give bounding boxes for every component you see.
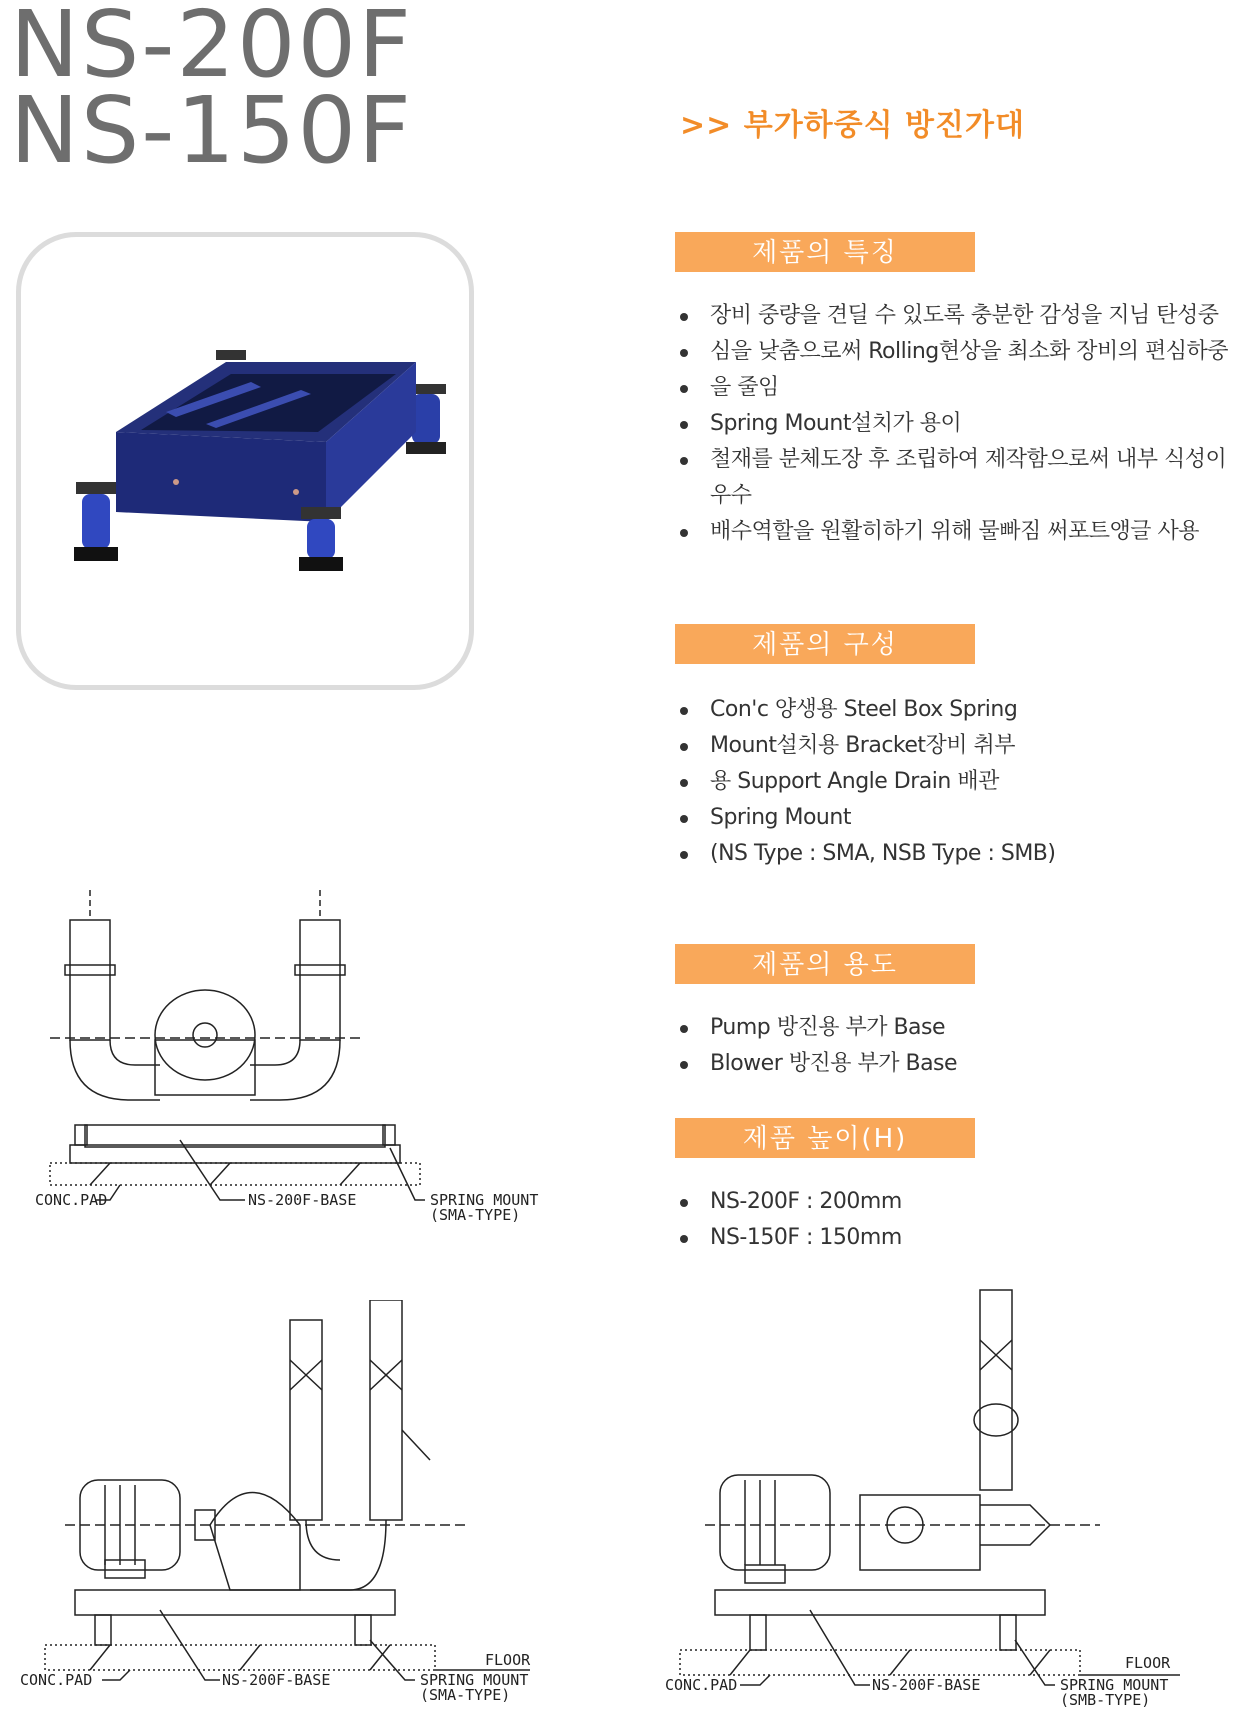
label-spring-type: (SMA-TYPE) bbox=[420, 1686, 511, 1704]
label-conc-pad: CONC.PAD bbox=[20, 1671, 93, 1689]
drawing-pump-base-sma bbox=[30, 890, 550, 1244]
product-photo bbox=[56, 332, 456, 572]
list-item: Spring Mount bbox=[680, 800, 1230, 836]
model-name-200f: NS-200F bbox=[10, 0, 413, 98]
features-list bbox=[680, 298, 1230, 550]
composition-header: 제품의 구성 bbox=[675, 624, 975, 664]
list-item: Pump 방진용 부가 Base bbox=[680, 1010, 1230, 1046]
product-title bbox=[10, 0, 413, 184]
label-base: NS-200F-BASE bbox=[872, 1676, 981, 1694]
spring-mount-back-left bbox=[216, 350, 246, 360]
product-photo-frame bbox=[16, 232, 474, 690]
usage-list bbox=[680, 1010, 1230, 1082]
label-conc-pad: CONC.PAD bbox=[665, 1676, 738, 1694]
height-list bbox=[680, 1184, 1230, 1256]
list-item: 배수역할을 원활히하기 위해 물빠짐 써포트앵글 사용 bbox=[680, 514, 1230, 550]
label-spring-mount: SPRING MOUNT bbox=[430, 1191, 539, 1209]
list-item: NS-150F : 150mm bbox=[680, 1220, 1230, 1256]
label-base: NS-200F-BASE bbox=[222, 1671, 331, 1689]
label-floor: FLOOR bbox=[485, 1651, 531, 1669]
label-base: NS-200F-BASE bbox=[248, 1191, 357, 1209]
drawing-motor-pump-sma bbox=[10, 1300, 550, 1714]
usage-header: 제품의 용도 bbox=[675, 944, 975, 984]
list-item: Con'c 양생용 Steel Box Spring bbox=[680, 692, 1230, 728]
label-spring-mount: SPRING MOUNT bbox=[420, 1671, 529, 1689]
list-item: 용 Support Angle Drain 배관 bbox=[680, 764, 1230, 800]
height-header: 제품 높이(H) bbox=[675, 1118, 975, 1158]
spring-mount-front-right bbox=[299, 507, 343, 571]
drawing-motor-pump-smb bbox=[660, 1280, 1200, 1714]
list-item: (NS Type : SMA, NSB Type : SMB) bbox=[680, 836, 1230, 872]
list-item: 장비 중량을 견딜 수 있도록 충분한 감성을 지님 탄성중 bbox=[680, 298, 1230, 334]
spring-mount-front-left bbox=[74, 482, 118, 561]
composition-list bbox=[680, 692, 1230, 872]
list-item: 철재를 분체도장 후 조립하여 제작함으로써 내부 식성이 우수 bbox=[680, 442, 1230, 514]
product-subtitle: >> 부가하중식 방진가대 bbox=[680, 108, 1025, 143]
list-item: Spring Mount설치가 용이 bbox=[680, 406, 1230, 442]
label-floor: FLOOR bbox=[1125, 1654, 1171, 1672]
features-header: 제품의 특징 bbox=[675, 232, 975, 272]
label-spring-type: (SMA-TYPE) bbox=[430, 1206, 521, 1224]
label-spring-type: (SMB-TYPE) bbox=[1060, 1691, 1151, 1709]
label-spring-mount: SPRING MOUNT bbox=[1060, 1676, 1169, 1694]
list-item: 을 줄임 bbox=[680, 370, 1230, 406]
list-item: Blower 방진용 부가 Base bbox=[680, 1046, 1230, 1082]
model-name-150f: NS-150F bbox=[10, 77, 413, 184]
list-item: NS-200F : 200mm bbox=[680, 1184, 1230, 1220]
list-item: 심을 낮춤으로써 Rolling현상을 최소화 장비의 편심하중 bbox=[680, 334, 1230, 370]
label-conc-pad: CONC.PAD bbox=[35, 1191, 108, 1209]
list-item: Mount설치용 Bracket장비 취부 bbox=[680, 728, 1230, 764]
